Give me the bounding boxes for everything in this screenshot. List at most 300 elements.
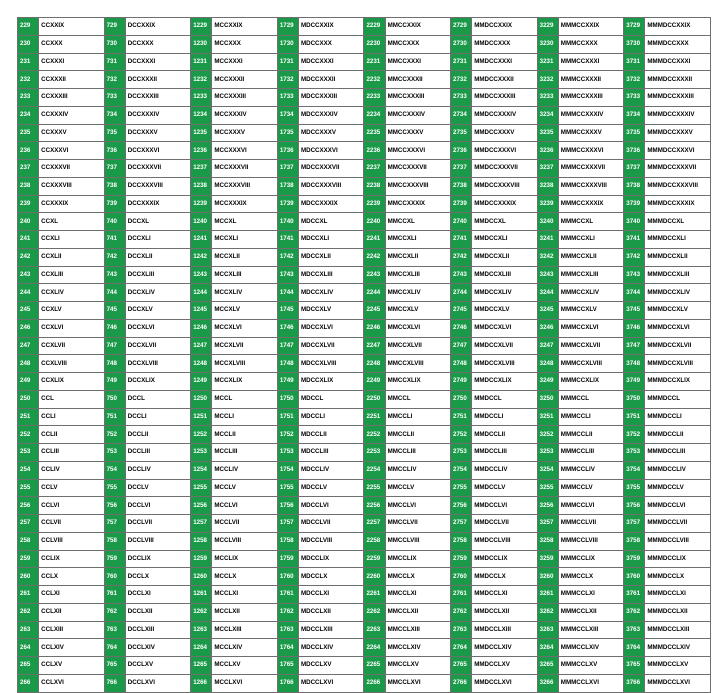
roman-numeral-cell: MMCCLVII — [385, 515, 450, 533]
roman-numeral-cell: MMDCCXXXVI — [472, 142, 537, 160]
arabic-number-cell: 2762 — [451, 603, 472, 621]
roman-numeral-cell: CCXLIX — [39, 373, 104, 391]
roman-numeral-cell: MMMCCLXVI — [558, 674, 623, 692]
roman-numeral-cell: MCCLXIV — [212, 639, 277, 657]
arabic-number-cell: 1754 — [277, 461, 298, 479]
roman-numeral-cell: MMCCLIX — [385, 550, 450, 568]
arabic-number-cell: 3752 — [624, 426, 645, 444]
roman-numeral-cell: CCLII — [39, 426, 104, 444]
arabic-number-cell: 3232 — [537, 71, 558, 89]
arabic-number-cell: 2754 — [451, 461, 472, 479]
roman-numeral-cell: MDCCLXII — [298, 603, 363, 621]
arabic-number-cell: 743 — [104, 266, 125, 284]
arabic-number-cell: 3254 — [537, 461, 558, 479]
arabic-number-cell: 1258 — [191, 532, 212, 550]
roman-numeral-cell: MDCCXLII — [298, 248, 363, 266]
table-body — [18, 18, 711, 693]
arabic-number-cell: 242 — [18, 248, 39, 266]
arabic-number-cell: 263 — [18, 621, 39, 639]
arabic-number-cell: 1229 — [191, 18, 212, 36]
arabic-number-cell: 2250 — [364, 390, 385, 408]
arabic-number-cell: 731 — [104, 53, 125, 71]
roman-numeral-cell: MMDCCXLII — [472, 248, 537, 266]
arabic-number-cell: 3263 — [537, 621, 558, 639]
arabic-number-cell: 3266 — [537, 674, 558, 692]
roman-numeral-cell: CCLXI — [39, 586, 104, 604]
arabic-number-cell: 1738 — [277, 177, 298, 195]
arabic-number-cell: 3738 — [624, 177, 645, 195]
arabic-number-cell: 3745 — [624, 302, 645, 320]
arabic-number-cell: 1249 — [191, 373, 212, 391]
roman-numeral-cell: MMCCXLVII — [385, 337, 450, 355]
roman-numeral-cell: CCLX — [39, 568, 104, 586]
table-row — [18, 35, 711, 53]
roman-numeral-cell: MMMDCCXLVII — [645, 337, 711, 355]
roman-numeral-cell: DCCLIV — [125, 461, 190, 479]
arabic-number-cell: 1237 — [191, 160, 212, 178]
arabic-number-cell: 1242 — [191, 248, 212, 266]
arabic-number-cell: 752 — [104, 426, 125, 444]
arabic-number-cell: 1230 — [191, 35, 212, 53]
roman-numeral-cell: DCCXXXV — [125, 124, 190, 142]
arabic-number-cell: 3737 — [624, 160, 645, 178]
arabic-number-cell: 1751 — [277, 408, 298, 426]
arabic-number-cell: 744 — [104, 284, 125, 302]
roman-numeral-cell: DCCXXXIII — [125, 89, 190, 107]
roman-numeral-cell: MCCL — [212, 390, 277, 408]
table-row — [18, 195, 711, 213]
arabic-number-cell: 2765 — [451, 657, 472, 675]
roman-numeral-cell: DCCLXII — [125, 603, 190, 621]
roman-numeral-cell: MMDCCLXII — [472, 603, 537, 621]
arabic-number-cell: 1763 — [277, 621, 298, 639]
arabic-number-cell: 2743 — [451, 266, 472, 284]
roman-numeral-cell: CCLXIII — [39, 621, 104, 639]
arabic-number-cell: 745 — [104, 302, 125, 320]
roman-numeral-cell: MMMDCCXLVI — [645, 319, 711, 337]
roman-numeral-cell: MMMCCXXXVII — [558, 160, 623, 178]
arabic-number-cell: 3750 — [624, 390, 645, 408]
arabic-number-cell: 2764 — [451, 639, 472, 657]
roman-numeral-cell: MMCCLXIII — [385, 621, 450, 639]
arabic-number-cell: 236 — [18, 142, 39, 160]
arabic-number-cell: 735 — [104, 124, 125, 142]
arabic-number-cell: 3247 — [537, 337, 558, 355]
roman-numeral-cell: MMCCXLIX — [385, 373, 450, 391]
roman-numeral-cell: MMMDCCXLIII — [645, 266, 711, 284]
roman-numeral-cell: CCLXII — [39, 603, 104, 621]
roman-numeral-cell: DCCLIII — [125, 444, 190, 462]
roman-numeral-cell: MMCCXLII — [385, 248, 450, 266]
roman-numeral-cell: MDCCXLVI — [298, 319, 363, 337]
arabic-number-cell: 1238 — [191, 177, 212, 195]
roman-numeral-cell: CCXLIV — [39, 284, 104, 302]
roman-numeral-cell: MMCCXXXVI — [385, 142, 450, 160]
roman-numeral-cell: MMDCCXXX — [472, 35, 537, 53]
arabic-number-cell: 3252 — [537, 426, 558, 444]
roman-numeral-cell: MMMDCCXLIV — [645, 284, 711, 302]
roman-numeral-cell: MDCCXXXIX — [298, 195, 363, 213]
roman-numeral-cell: MMCCXXXVIII — [385, 177, 450, 195]
roman-numeral-cell: MMMCCXLVIII — [558, 355, 623, 373]
arabic-number-cell: 254 — [18, 461, 39, 479]
roman-numeral-cell: MMDCCLV — [472, 479, 537, 497]
roman-numeral-cell: MCCLXII — [212, 603, 277, 621]
roman-numeral-cell: MCCXLV — [212, 302, 277, 320]
roman-numeral-cell: MMCCXXIX — [385, 18, 450, 36]
roman-numeral-cell: DCCXXXIV — [125, 106, 190, 124]
roman-numeral-cell: MMCCLXV — [385, 657, 450, 675]
roman-numeral-cell: MMCCLX — [385, 568, 450, 586]
roman-numeral-cell: MMMCCXLIII — [558, 266, 623, 284]
roman-numeral-cell: MMCCXXXVII — [385, 160, 450, 178]
arabic-number-cell: 3741 — [624, 231, 645, 249]
arabic-number-cell: 3764 — [624, 639, 645, 657]
arabic-number-cell: 2230 — [364, 35, 385, 53]
roman-numeral-cell: MMMCCXXXVI — [558, 142, 623, 160]
roman-numeral-cell: MMMCCLXI — [558, 586, 623, 604]
arabic-number-cell: 2742 — [451, 248, 472, 266]
arabic-number-cell: 1761 — [277, 586, 298, 604]
arabic-number-cell: 758 — [104, 532, 125, 550]
roman-numeral-cell: CCLXVI — [39, 674, 104, 692]
arabic-number-cell: 1733 — [277, 89, 298, 107]
arabic-number-cell: 250 — [18, 390, 39, 408]
roman-numeral-cell: MMDCCLII — [472, 426, 537, 444]
table-row — [18, 302, 711, 320]
arabic-number-cell: 2759 — [451, 550, 472, 568]
arabic-number-cell: 3739 — [624, 195, 645, 213]
arabic-number-cell: 1264 — [191, 639, 212, 657]
roman-numeral-cell: MCCXLII — [212, 248, 277, 266]
arabic-number-cell: 1736 — [277, 142, 298, 160]
arabic-number-cell: 733 — [104, 89, 125, 107]
roman-numeral-cell: DCCLX — [125, 568, 190, 586]
arabic-number-cell: 2251 — [364, 408, 385, 426]
roman-numeral-cell: CCXLVII — [39, 337, 104, 355]
arabic-number-cell: 3245 — [537, 302, 558, 320]
arabic-number-cell: 2737 — [451, 160, 472, 178]
roman-numeral-cell: MCCXLIV — [212, 284, 277, 302]
arabic-number-cell: 2744 — [451, 284, 472, 302]
roman-numeral-cell: MMCCLI — [385, 408, 450, 426]
arabic-number-cell: 1732 — [277, 71, 298, 89]
arabic-number-cell: 2264 — [364, 639, 385, 657]
roman-numeral-cell: MMDCCLVI — [472, 497, 537, 515]
roman-numeral-cell: MMDCCL — [472, 390, 537, 408]
roman-numeral-cell: MMCCXLIV — [385, 284, 450, 302]
roman-numeral-cell: MDCCLVII — [298, 515, 363, 533]
arabic-number-cell: 1233 — [191, 89, 212, 107]
arabic-number-cell: 2232 — [364, 71, 385, 89]
arabic-number-cell: 1750 — [277, 390, 298, 408]
arabic-number-cell: 2755 — [451, 479, 472, 497]
arabic-number-cell: 2756 — [451, 497, 472, 515]
arabic-number-cell: 2733 — [451, 89, 472, 107]
roman-numeral-cell: MMMCCLVII — [558, 515, 623, 533]
arabic-number-cell: 3730 — [624, 35, 645, 53]
table-row — [18, 621, 711, 639]
roman-numeral-cell: MMDCCLVII — [472, 515, 537, 533]
roman-numeral-cell: MMMDCCXXX — [645, 35, 711, 53]
arabic-number-cell: 3761 — [624, 586, 645, 604]
roman-numeral-cell: MCCXXXII — [212, 71, 277, 89]
roman-numeral-cell: MDCCXXXI — [298, 53, 363, 71]
table-row — [18, 390, 711, 408]
arabic-number-cell: 2263 — [364, 621, 385, 639]
roman-numeral-cell: CCXL — [39, 213, 104, 231]
roman-numeral-cell: MMMCCXXXIII — [558, 89, 623, 107]
roman-numeral-cell: DCCL — [125, 390, 190, 408]
roman-numeral-cell: MMDCCXXIX — [472, 18, 537, 36]
roman-numeral-cell: DCCXLIX — [125, 373, 190, 391]
roman-numeral-cell: CCLVI — [39, 497, 104, 515]
arabic-number-cell: 1752 — [277, 426, 298, 444]
arabic-number-cell: 3731 — [624, 53, 645, 71]
table-row — [18, 177, 711, 195]
arabic-number-cell: 2266 — [364, 674, 385, 692]
roman-numeral-cell: MMMDCCLI — [645, 408, 711, 426]
roman-numeral-cell: CCLVII — [39, 515, 104, 533]
arabic-number-cell: 2245 — [364, 302, 385, 320]
roman-numeral-cell: MMCCLXI — [385, 586, 450, 604]
arabic-number-cell: 3234 — [537, 106, 558, 124]
table-row — [18, 355, 711, 373]
roman-numeral-cell: MCCXXXVII — [212, 160, 277, 178]
arabic-number-cell: 2758 — [451, 532, 472, 550]
arabic-number-cell: 3250 — [537, 390, 558, 408]
arabic-number-cell: 1252 — [191, 426, 212, 444]
arabic-number-cell: 1755 — [277, 479, 298, 497]
arabic-number-cell: 262 — [18, 603, 39, 621]
roman-numeral-cell: CCLV — [39, 479, 104, 497]
arabic-number-cell: 2241 — [364, 231, 385, 249]
arabic-number-cell: 2243 — [364, 266, 385, 284]
roman-numeral-cell: MMMCCXLVII — [558, 337, 623, 355]
roman-numeral-cell: MMMCCXLV — [558, 302, 623, 320]
roman-numeral-cell: MCCXLVII — [212, 337, 277, 355]
arabic-number-cell: 2256 — [364, 497, 385, 515]
roman-numeral-cell: DCCXXXI — [125, 53, 190, 71]
arabic-number-cell: 1260 — [191, 568, 212, 586]
roman-numeral-cell: CCLXIV — [39, 639, 104, 657]
arabic-number-cell: 3249 — [537, 373, 558, 391]
arabic-number-cell: 3240 — [537, 213, 558, 231]
arabic-number-cell: 3746 — [624, 319, 645, 337]
arabic-number-cell: 3257 — [537, 515, 558, 533]
arabic-number-cell: 2233 — [364, 89, 385, 107]
roman-numeral-cell: MMMDCCXLI — [645, 231, 711, 249]
roman-numeral-cell: MDCCLIII — [298, 444, 363, 462]
roman-numeral-cell: MMCCXXXII — [385, 71, 450, 89]
roman-numeral-cell: DCCLXI — [125, 586, 190, 604]
roman-numeral-cell: DCCLVII — [125, 515, 190, 533]
arabic-number-cell: 3762 — [624, 603, 645, 621]
table-row — [18, 461, 711, 479]
table-row — [18, 532, 711, 550]
arabic-number-cell: 2248 — [364, 355, 385, 373]
roman-numeral-cell: MMCCLXII — [385, 603, 450, 621]
roman-numeral-cell: MMDCCXXXII — [472, 71, 537, 89]
roman-numeral-cell: MMMDCCLIV — [645, 461, 711, 479]
roman-numeral-cell: MMCCXXXV — [385, 124, 450, 142]
arabic-number-cell: 751 — [104, 408, 125, 426]
roman-numeral-cell: MMCCXXX — [385, 35, 450, 53]
table-row — [18, 639, 711, 657]
arabic-number-cell: 1762 — [277, 603, 298, 621]
arabic-number-cell: 753 — [104, 444, 125, 462]
arabic-number-cell: 3255 — [537, 479, 558, 497]
arabic-number-cell: 3766 — [624, 674, 645, 692]
arabic-number-cell: 1241 — [191, 231, 212, 249]
roman-numeral-cell: DCCLII — [125, 426, 190, 444]
arabic-number-cell: 2751 — [451, 408, 472, 426]
arabic-number-cell: 259 — [18, 550, 39, 568]
roman-numeral-cell: MDCCXXXV — [298, 124, 363, 142]
arabic-number-cell: 235 — [18, 124, 39, 142]
roman-numeral-cell: MCCLIV — [212, 461, 277, 479]
roman-numeral-cell: CCXXX — [39, 35, 104, 53]
arabic-number-cell: 1245 — [191, 302, 212, 320]
roman-numeral-cell: MCCXXXI — [212, 53, 277, 71]
arabic-number-cell: 3749 — [624, 373, 645, 391]
roman-numeral-cell: MMDCCLXVI — [472, 674, 537, 692]
roman-numeral-cell: MMMCCLI — [558, 408, 623, 426]
roman-numeral-cell: MCCLXV — [212, 657, 277, 675]
roman-numeral-cell: MDCCLXI — [298, 586, 363, 604]
arabic-number-cell: 2732 — [451, 71, 472, 89]
arabic-number-cell: 3261 — [537, 586, 558, 604]
roman-numeral-cell: MMMCCXXXI — [558, 53, 623, 71]
roman-numeral-cell: MDCCL — [298, 390, 363, 408]
arabic-number-cell: 243 — [18, 266, 39, 284]
arabic-number-cell: 1757 — [277, 515, 298, 533]
roman-numeral-cell: MCCXXXIII — [212, 89, 277, 107]
roman-numeral-cell: MMCCXXXIX — [385, 195, 450, 213]
roman-numeral-cell: CCXXXII — [39, 71, 104, 89]
arabic-number-cell: 240 — [18, 213, 39, 231]
arabic-number-cell: 1240 — [191, 213, 212, 231]
roman-numeral-cell: MMMDCCLII — [645, 426, 711, 444]
roman-numeral-cell: MMDCCLVIII — [472, 532, 537, 550]
arabic-number-cell: 732 — [104, 71, 125, 89]
roman-numeral-cell: MMMDCCLXVI — [645, 674, 711, 692]
roman-numeral-cell: CCLI — [39, 408, 104, 426]
table-row — [18, 337, 711, 355]
roman-numeral-cell: MDCCXXX — [298, 35, 363, 53]
roman-numeral-cell: DCCLXVI — [125, 674, 190, 692]
roman-numeral-cell: MDCCXLV — [298, 302, 363, 320]
table-row — [18, 284, 711, 302]
arabic-number-cell: 2740 — [451, 213, 472, 231]
arabic-number-cell: 759 — [104, 550, 125, 568]
arabic-number-cell: 2231 — [364, 53, 385, 71]
roman-numeral-cell: MMMCCXLIV — [558, 284, 623, 302]
arabic-number-cell: 2750 — [451, 390, 472, 408]
table-row — [18, 603, 711, 621]
table-row — [18, 674, 711, 692]
arabic-number-cell: 248 — [18, 355, 39, 373]
roman-numeral-cell: MMMDCCXXXVII — [645, 160, 711, 178]
roman-numeral-cell: MMMCCXXXVIII — [558, 177, 623, 195]
roman-numeral-cell: DCCXLI — [125, 231, 190, 249]
arabic-number-cell: 1735 — [277, 124, 298, 142]
arabic-number-cell: 2229 — [364, 18, 385, 36]
roman-numeral-cell: MMMCCLXIV — [558, 639, 623, 657]
roman-numeral-cell: MDCCXLIV — [298, 284, 363, 302]
arabic-number-cell: 3259 — [537, 550, 558, 568]
arabic-number-cell: 3734 — [624, 106, 645, 124]
arabic-number-cell: 765 — [104, 657, 125, 675]
arabic-number-cell: 3265 — [537, 657, 558, 675]
roman-numeral-cell: MMMDCCL — [645, 390, 711, 408]
arabic-number-cell: 1262 — [191, 603, 212, 621]
arabic-number-cell: 1236 — [191, 142, 212, 160]
roman-numeral-cell: MMDCCXLVIII — [472, 355, 537, 373]
roman-numeral-cell: CCXLVIII — [39, 355, 104, 373]
arabic-number-cell: 237 — [18, 160, 39, 178]
roman-numeral-cell: DCCXLV — [125, 302, 190, 320]
roman-numeral-cell: MMDCCXXXI — [472, 53, 537, 71]
arabic-number-cell: 258 — [18, 532, 39, 550]
arabic-number-cell: 750 — [104, 390, 125, 408]
roman-numeral-cell: MCCLIII — [212, 444, 277, 462]
arabic-number-cell: 1248 — [191, 355, 212, 373]
roman-numeral-cell: MMDCCXXXV — [472, 124, 537, 142]
roman-numeral-cell: CCXXXIII — [39, 89, 104, 107]
arabic-number-cell: 748 — [104, 355, 125, 373]
arabic-number-cell: 230 — [18, 35, 39, 53]
roman-numeral-cell: MMCCLVIII — [385, 532, 450, 550]
roman-numeral-cell: MDCCXLIX — [298, 373, 363, 391]
roman-numeral-cell: MDCCXLI — [298, 231, 363, 249]
arabic-number-cell: 2235 — [364, 124, 385, 142]
arabic-number-cell: 1266 — [191, 674, 212, 692]
roman-numeral-cell: MMMDCCXXXV — [645, 124, 711, 142]
arabic-number-cell: 3758 — [624, 532, 645, 550]
roman-numeral-cell: DCCXXX — [125, 35, 190, 53]
roman-numeral-cell: MMMCCLXII — [558, 603, 623, 621]
roman-numeral-cell: DCCXXXVI — [125, 142, 190, 160]
table-row — [18, 53, 711, 71]
roman-numeral-cell: MMMDCCXL — [645, 213, 711, 231]
roman-numeral-cell: DCCXLII — [125, 248, 190, 266]
arabic-number-cell: 3753 — [624, 444, 645, 462]
arabic-number-cell: 2239 — [364, 195, 385, 213]
roman-numeral-cell: MMCCXL — [385, 213, 450, 231]
roman-numeral-cell: MMMCCLIX — [558, 550, 623, 568]
roman-numeral-cell: MMMCCXXIX — [558, 18, 623, 36]
arabic-number-cell: 3757 — [624, 515, 645, 533]
arabic-number-cell: 756 — [104, 497, 125, 515]
table-row — [18, 319, 711, 337]
table-row — [18, 213, 711, 231]
arabic-number-cell: 3230 — [537, 35, 558, 53]
roman-numeral-cell: CCL — [39, 390, 104, 408]
arabic-number-cell: 736 — [104, 142, 125, 160]
roman-numeral-cell: DCCXLIII — [125, 266, 190, 284]
arabic-number-cell: 761 — [104, 586, 125, 604]
arabic-number-cell: 2259 — [364, 550, 385, 568]
roman-numeral-table — [17, 17, 711, 693]
roman-numeral-cell: MMMDCCLXIII — [645, 621, 711, 639]
roman-numeral-cell: MDCCLXIII — [298, 621, 363, 639]
arabic-number-cell: 2734 — [451, 106, 472, 124]
roman-numeral-cell: MCCXXX — [212, 35, 277, 53]
roman-numeral-cell: MMCCXLV — [385, 302, 450, 320]
roman-numeral-cell: CCLXV — [39, 657, 104, 675]
roman-numeral-cell: MMMCCLXV — [558, 657, 623, 675]
